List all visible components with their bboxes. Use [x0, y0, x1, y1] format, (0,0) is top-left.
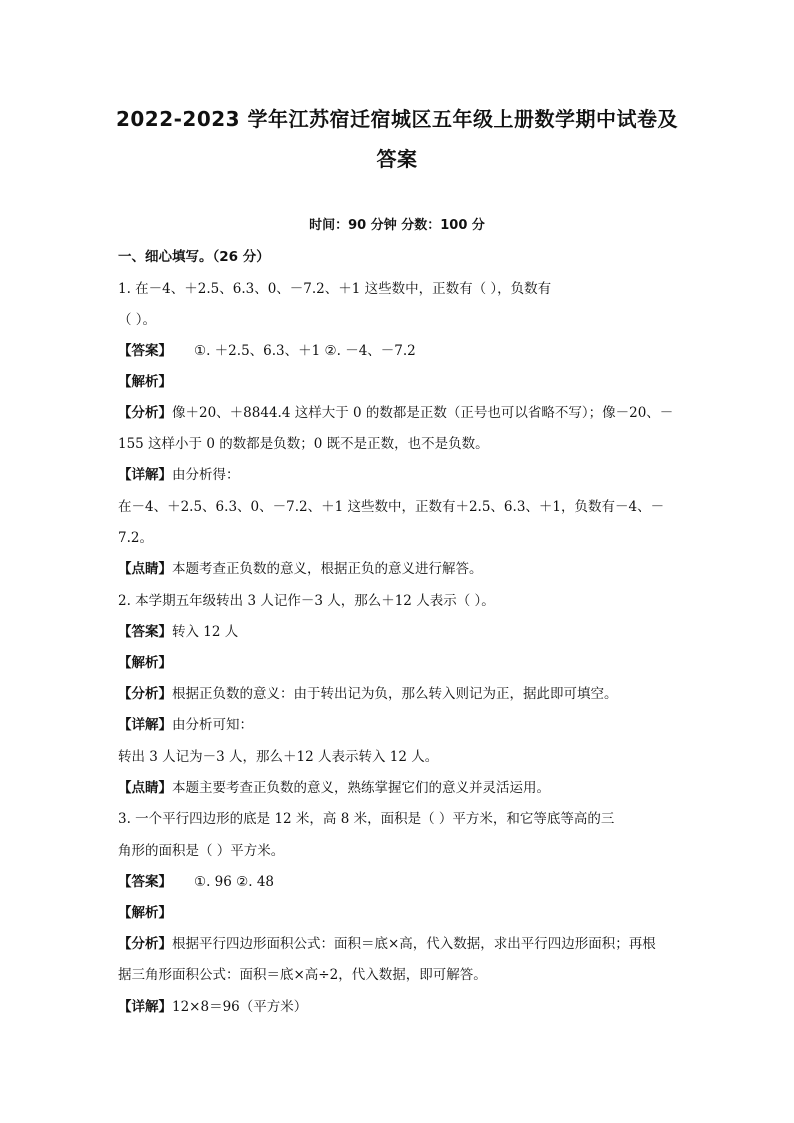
section-heading: 一、细心填写。（26 分）	[118, 249, 270, 265]
question-2-stem: 2. 本学期五年级转出 3 人记作－3 人，那么＋12 人表示（ ）。	[118, 593, 495, 609]
question-2-analysis	[118, 683, 678, 705]
answer-tag: 【答案】	[118, 874, 172, 890]
question-1-detail-intro	[118, 464, 678, 486]
question-1-analysis-line-2: 155 这样小于 0 的数都是负数；0 既不是正数，也不是负数。	[118, 436, 489, 452]
document-title-line-2: 答案	[376, 147, 418, 171]
question-2-jiexi: 【解析】	[118, 655, 172, 671]
exam-meta: 时间：90 分钟 分数：100 分	[309, 218, 485, 233]
answer-text: ①. 96 ②. 48	[194, 874, 275, 890]
detail-intro-text: 由分析得：	[172, 467, 240, 483]
question-3-analysis-line-2: 据三角形面积公式：面积＝底×高÷2，代入数据，即可解答。	[118, 967, 487, 983]
question-2-comment	[118, 777, 678, 799]
question-1-analysis-line-1	[118, 402, 678, 424]
answer-tag: 【答案】	[118, 343, 172, 359]
analysis-text: 像＋20、＋8844.4 这样大于 0 的数都是正数（正号也可以省略不写）；像－20、－	[172, 405, 674, 421]
question-3-answer	[118, 871, 678, 893]
question-3-analysis-line-1	[118, 933, 678, 955]
question-1-jiexi: 【解析】	[118, 374, 172, 390]
question-2-detail-line-1: 转出 3 人记为－3 人，那么＋12 人表示转入 12 人。	[118, 749, 439, 765]
answer-tag: 【答案】	[118, 624, 172, 640]
comment-tag: 【点睛】	[118, 561, 172, 577]
question-1-comment	[118, 558, 678, 580]
question-2-detail-intro	[118, 714, 678, 736]
detail-tag: 【详解】	[118, 467, 172, 483]
comment-text: 本题考查正负数的意义，根据正负的意义进行解答。	[172, 561, 483, 577]
comment-text: 本题主要考查正负数的意义，熟练掌握它们的意义并灵活运用。	[172, 780, 550, 796]
analysis-text: 根据正负数的意义：由于转出记为负，那么转入则记为正，据此即可填空。	[172, 686, 618, 702]
analysis-tag: 【分析】	[118, 405, 172, 421]
analysis-text: 根据平行四边形面积公式：面积＝底×高，代入数据，求出平行四边形面积；再根	[172, 936, 656, 952]
detail-tag: 【详解】	[118, 717, 172, 733]
question-1-detail-line-1: 在－4、＋2.5、6.3、0、－7.2、＋1 这些数中，正数有＋2.5、6.3、＋1，负数有－4、－	[118, 499, 665, 515]
analysis-tag: 【分析】	[118, 686, 172, 702]
question-1-stem-line-1: 1. 在－4、＋2.5、6.3、0、－7.2、＋1 这些数中，正数有（ ），负数有	[118, 281, 552, 297]
question-3-detail-line-1	[118, 996, 678, 1018]
question-1-answer	[118, 340, 678, 362]
answer-text: 转入 12 人	[172, 624, 239, 640]
question-3-jiexi: 【解析】	[118, 905, 172, 921]
detail-text: 12×8＝96（平方米）	[172, 999, 308, 1015]
question-3-stem-line-1: 3. 一个平行四边形的底是 12 米，高 8 米，面积是（ ）平方米，和它等底等高的三	[118, 811, 615, 827]
comment-tag: 【点睛】	[118, 780, 172, 796]
detail-tag: 【详解】	[118, 999, 172, 1015]
question-3-stem-line-2: 角形的面积是（ ）平方米。	[118, 843, 285, 859]
answer-text: ①. ＋2.5、6.3、＋1 ②. －4、－7.2	[194, 343, 416, 359]
question-1-detail-line-2: 7.2。	[118, 530, 153, 546]
question-2-answer	[118, 621, 678, 643]
analysis-tag: 【分析】	[118, 936, 172, 952]
document-title-line-1: 2022-2023 学年江苏宿迁宿城区五年级上册数学期中试卷及	[115, 107, 679, 131]
detail-intro-text: 由分析可知：	[172, 717, 253, 733]
question-1-stem-line-2: （ ）。	[118, 312, 157, 328]
